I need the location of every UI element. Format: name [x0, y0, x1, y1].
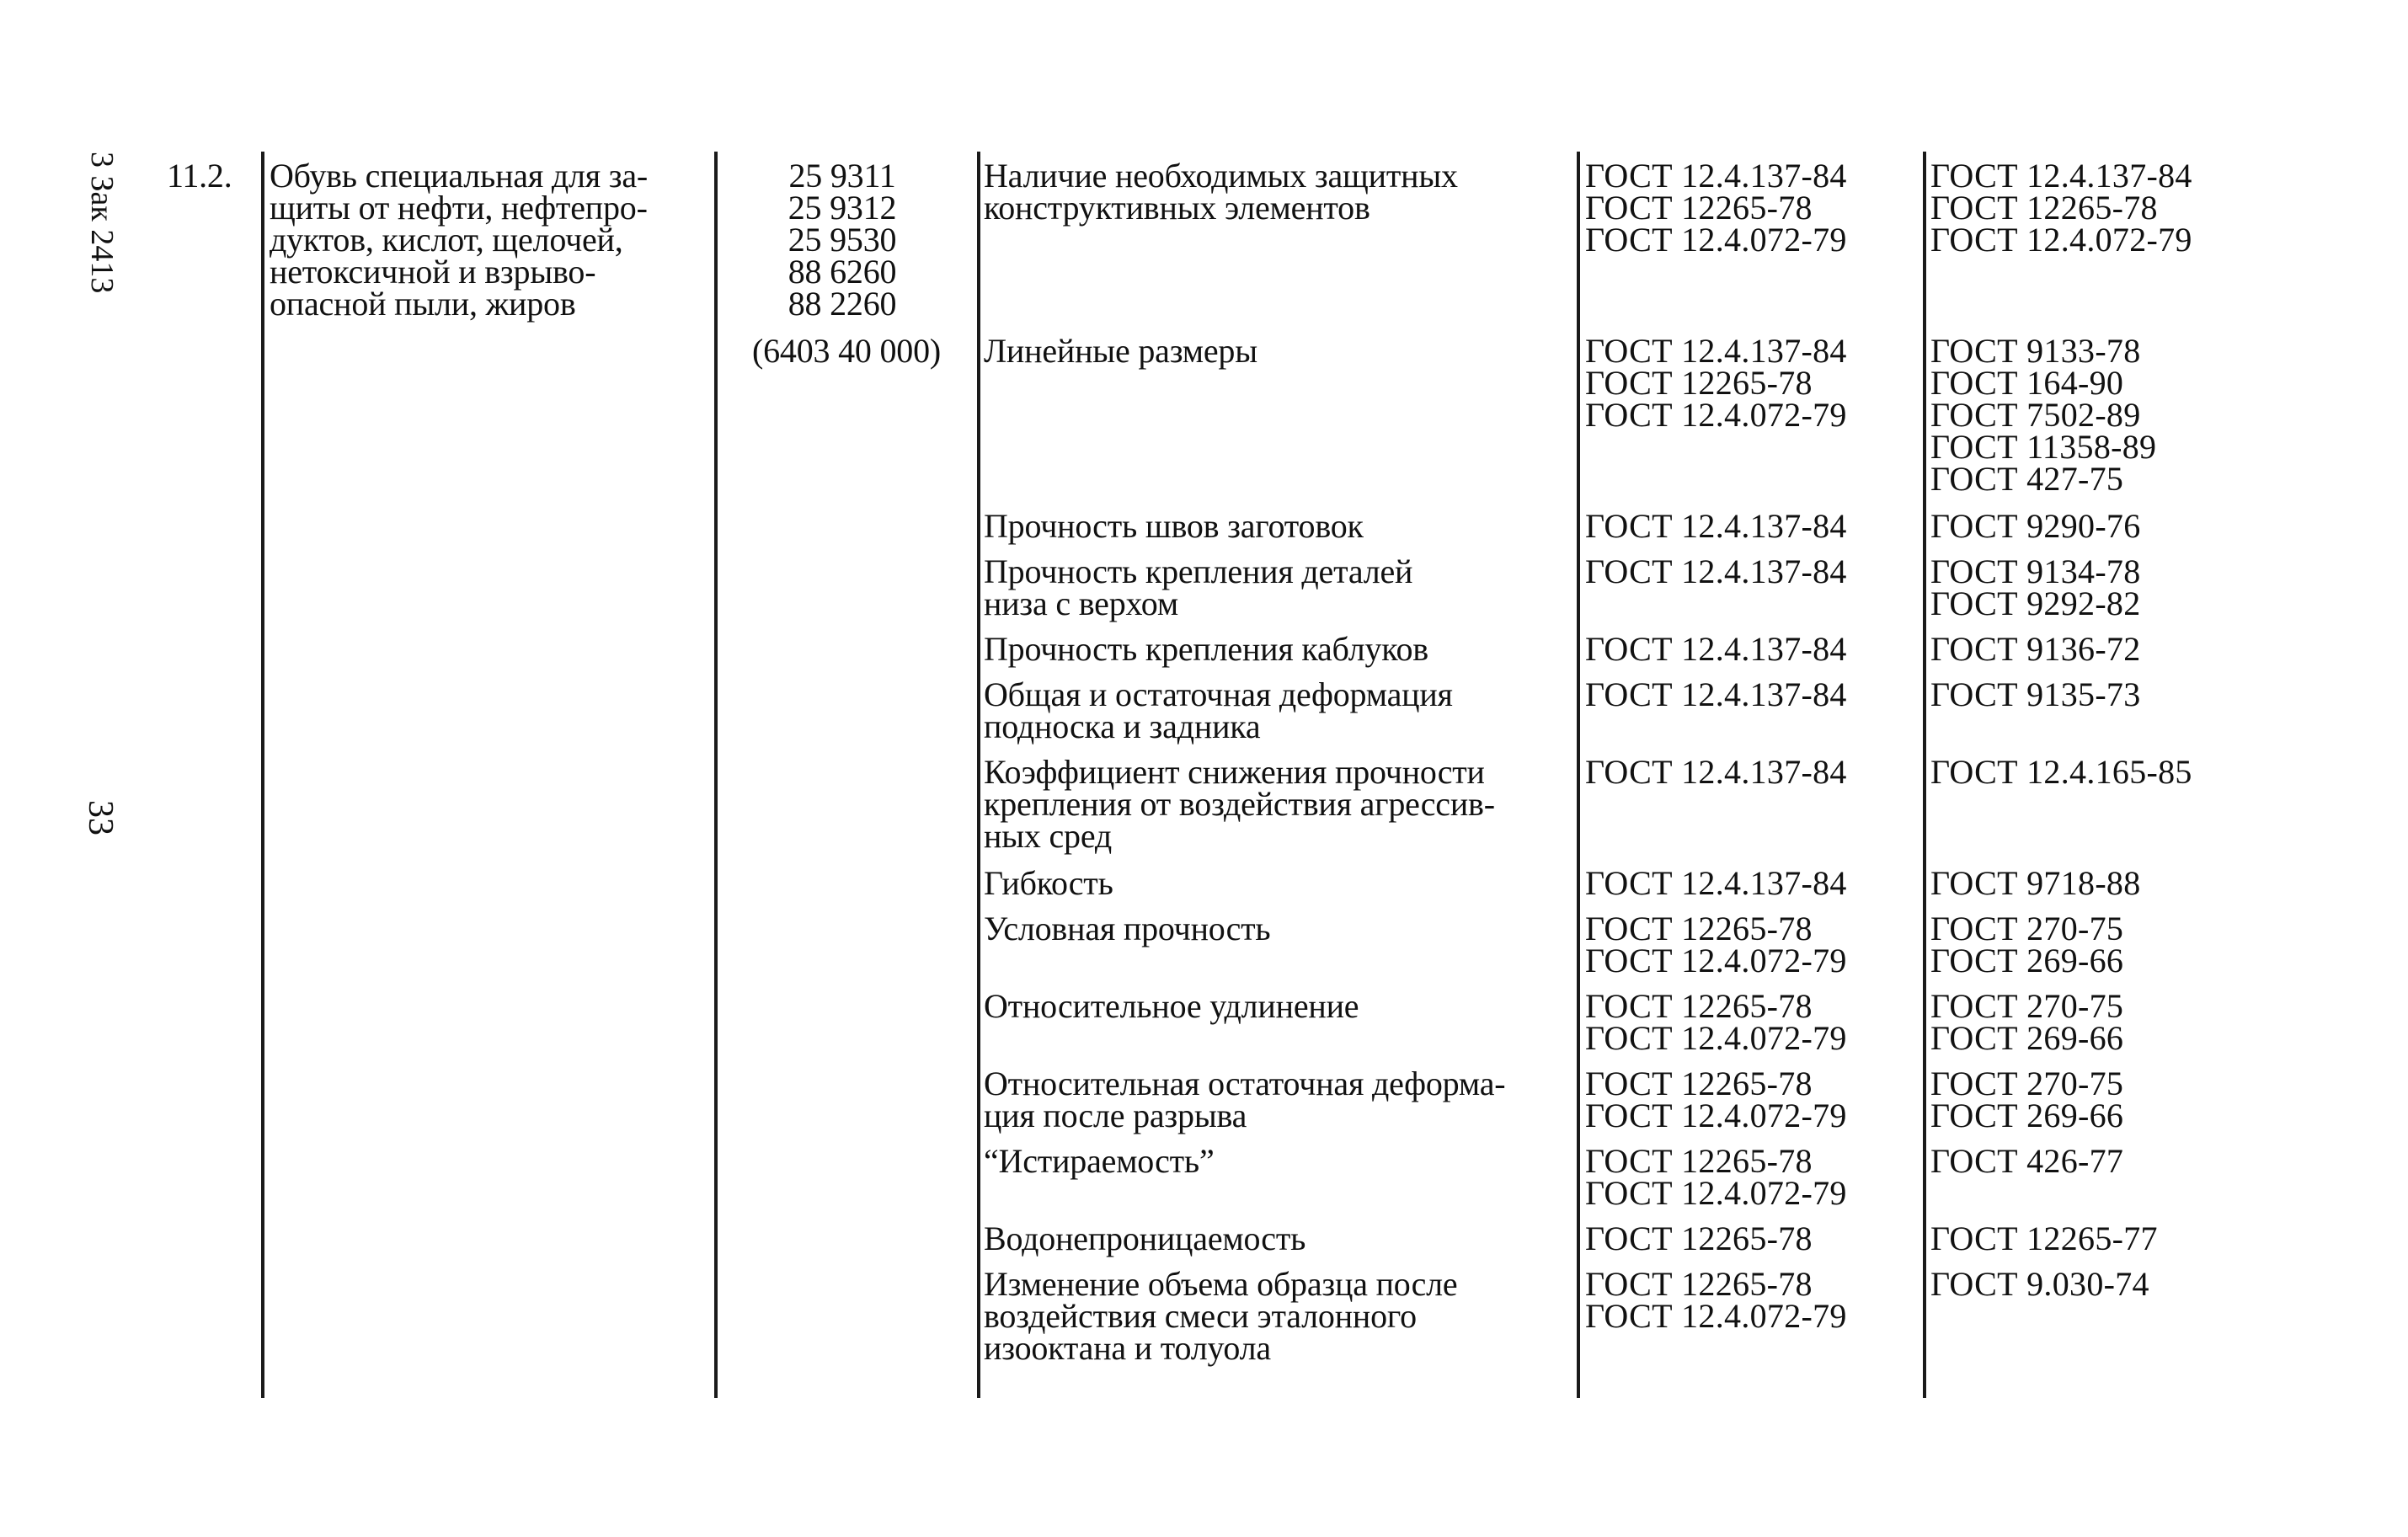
indicator-cell: Условная прочность	[984, 910, 1271, 947]
indicator-cell: Относительное удлинение	[984, 987, 1359, 1025]
indicator-cell: Гибкость	[984, 864, 1113, 902]
requirements-cell: ГОСТ 12.4.137-84 ГОСТ 12265-78 ГОСТ 12.4.072-79	[1585, 332, 1847, 434]
methods-cell: ГОСТ 9.030-74	[1930, 1265, 2149, 1303]
methods-cell: ГОСТ 270-75 ГОСТ 269-66	[1930, 1065, 2124, 1134]
indicator-cell: Линейные размеры	[984, 332, 1257, 370]
item-codes: 25 9311 25 9312 25 9530 88 6260 88 2260	[788, 157, 897, 323]
requirements-cell: ГОСТ 12.4.137-84 ГОСТ 12265-78 ГОСТ 12.4.072-79	[1585, 157, 1847, 259]
requirements-cell: ГОСТ 12.4.137-84	[1585, 552, 1847, 590]
indicator-cell: Относительная остаточная деформа- ция после разрыва	[984, 1065, 1506, 1134]
methods-cell: ГОСТ 9135-73	[1930, 675, 2141, 713]
requirements-cell: ГОСТ 12265-78 ГОСТ 12.4.072-79	[1585, 1142, 1847, 1212]
requirements-cell: ГОСТ 12.4.137-84	[1585, 864, 1847, 902]
indicator-cell: Прочность крепления каблуков	[984, 630, 1428, 668]
methods-cell: ГОСТ 12.4.165-85	[1930, 753, 2192, 791]
indicator-cell: Общая и остаточная деформация подноска и задника	[984, 675, 1453, 745]
column-divider-4	[1577, 152, 1580, 1398]
methods-cell: ГОСТ 9133-78 ГОСТ 164-90 ГОСТ 7502-89 ГОСТ 11358-89 ГОСТ 427-75	[1930, 332, 2157, 498]
methods-cell: ГОСТ 9134-78 ГОСТ 9292-82	[1930, 552, 2141, 622]
indicator-cell: Изменение объема образца после воздействия смеси эталонного изооктана и толуола	[984, 1265, 1458, 1367]
item-name: Обувь специальная для за- щиты от нефти, нефтепро- дуктов, кислот, щелочей, нетоксичной и взрыво- опасной пыли, жиров	[270, 157, 649, 323]
requirements-cell: ГОСТ 12265-78 ГОСТ 12.4.072-79	[1585, 1065, 1847, 1134]
methods-cell: ГОСТ 9136-72	[1930, 630, 2141, 668]
requirements-cell: ГОСТ 12265-78 ГОСТ 12.4.072-79	[1585, 1265, 1847, 1335]
methods-cell: ГОСТ 12265-77	[1930, 1219, 2158, 1257]
methods-cell: ГОСТ 9290-76	[1930, 507, 2141, 545]
requirements-cell: ГОСТ 12265-78 ГОСТ 12.4.072-79	[1585, 987, 1847, 1057]
methods-cell: ГОСТ 9718-88	[1930, 864, 2141, 902]
column-divider-3	[977, 152, 980, 1398]
requirements-cell: ГОСТ 12.4.137-84	[1585, 630, 1847, 668]
item-tnved-code: (6403 40 000)	[751, 332, 942, 370]
indicator-cell: Водонепроницаемость	[984, 1219, 1306, 1257]
column-divider-2	[714, 152, 718, 1398]
indicator-cell: Наличие необходимых защитных конструктивных элементов	[984, 157, 1458, 227]
indicator-cell: Прочность швов заготовок	[984, 507, 1364, 545]
requirements-cell: ГОСТ 12.4.137-84	[1585, 675, 1847, 713]
requirements-cell: ГОСТ 12.4.137-84	[1585, 507, 1847, 545]
margin-order-note: 3 Зак 2413	[84, 152, 120, 294]
methods-cell: ГОСТ 426-77	[1930, 1142, 2124, 1180]
item-number: 11.2.	[167, 157, 232, 195]
column-divider-1	[261, 152, 264, 1398]
page-number: 33	[81, 800, 120, 835]
methods-cell: ГОСТ 270-75 ГОСТ 269-66	[1930, 987, 2124, 1057]
indicator-cell: Прочность крепления деталей низа с верхом	[984, 552, 1413, 622]
indicator-cell: Коэффициент снижения прочности крепления от воздействия агрессив- ных сред	[984, 753, 1495, 855]
methods-cell: ГОСТ 12.4.137-84 ГОСТ 12265-78 ГОСТ 12.4.072-79	[1930, 157, 2192, 259]
indicator-cell: “Истираемость”	[984, 1142, 1215, 1180]
requirements-cell: ГОСТ 12265-78 ГОСТ 12.4.072-79	[1585, 910, 1847, 979]
requirements-cell: ГОСТ 12265-78	[1585, 1219, 1813, 1257]
methods-cell: ГОСТ 270-75 ГОСТ 269-66	[1930, 910, 2124, 979]
requirements-cell: ГОСТ 12.4.137-84	[1585, 753, 1847, 791]
column-divider-5	[1923, 152, 1926, 1398]
